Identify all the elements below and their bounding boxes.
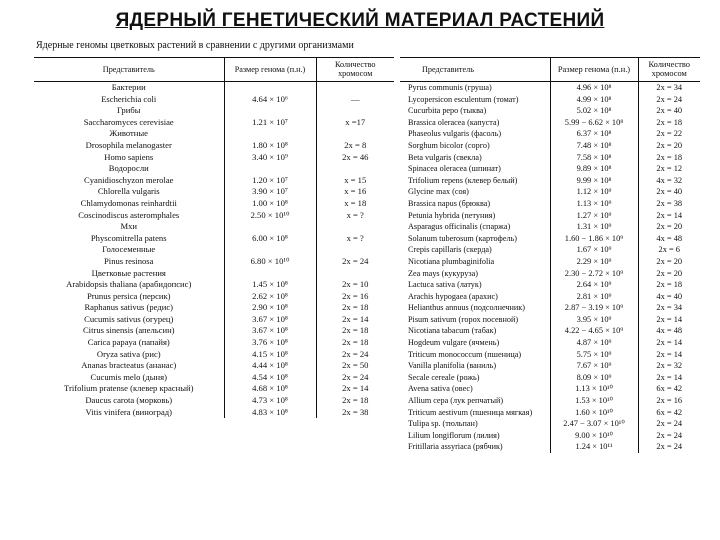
chromosome-count: 4x = 48	[656, 233, 683, 243]
table-row	[400, 291, 700, 303]
group-row	[34, 163, 394, 175]
organism-name: Chlorella vulgaris	[34, 186, 224, 198]
table-row	[400, 244, 700, 256]
chromosome-count: 2x = 14	[342, 313, 369, 324]
chromosome-count: 6x = 42	[656, 384, 683, 394]
table-row	[34, 337, 394, 349]
genome-size: 1.24 × 10¹¹	[550, 441, 638, 453]
genome-size: 4.44 × 10⁸	[224, 360, 316, 372]
table-row	[400, 360, 700, 372]
organism-name: Escherichia coli	[34, 94, 224, 106]
table-row	[400, 395, 700, 407]
chromosome-count: 2x = 14	[656, 372, 683, 382]
chromosome-count: 2x = 14	[656, 349, 683, 359]
genome-size: 4.87 × 10⁹	[550, 337, 638, 349]
group-row	[34, 105, 394, 117]
chromosome-count: 2x = 40	[656, 187, 683, 197]
chromosome-count: 2x = 20	[656, 222, 683, 232]
group-row	[34, 244, 394, 256]
chromosome-count: 2x = 18	[656, 152, 683, 162]
empty-cell	[316, 244, 394, 256]
genome-size: 2.50 × 10¹⁰	[224, 210, 316, 222]
table-row	[400, 105, 700, 117]
table-row	[400, 152, 700, 164]
organism-name: Pyrus communis (груша)	[400, 82, 550, 94]
organism-name: Avena sativa (овес)	[400, 383, 550, 395]
empty-cell	[316, 163, 394, 175]
genome-size: 2.29 × 10⁹	[550, 256, 638, 268]
organism-name: Spinacea oleracea (шпинат)	[400, 163, 550, 175]
table-row	[34, 117, 394, 129]
genome-size: 3.95 × 10⁹	[550, 314, 638, 326]
organism-name: Cucurbita pepo (тыква)	[400, 105, 550, 117]
header-organism: Представитель	[34, 58, 224, 82]
genome-size: 1.12 × 10⁹	[550, 186, 638, 198]
organism-name: Daucus carota (морковь)	[34, 395, 224, 407]
empty-cell	[316, 82, 394, 94]
table-row	[400, 221, 700, 233]
table-row	[34, 302, 394, 314]
empty-cell	[316, 268, 394, 280]
genome-size: 4.99 × 10⁸	[550, 94, 638, 106]
organism-name: Drosophila melanogaster	[34, 140, 224, 152]
table-row	[400, 256, 700, 268]
genome-size: 7.58 × 10⁸	[550, 152, 638, 164]
organism-name: Raphanus sativus (редис)	[34, 302, 224, 314]
chromosome-count: 2x = 18	[656, 117, 683, 127]
organism-name: Petunia hybrida (петуния)	[400, 210, 550, 222]
organism-name: Brassica oleracea (капуста)	[400, 117, 550, 129]
genome-size: 9.00 × 10¹⁰	[550, 430, 638, 442]
chromosome-count: x = 18	[344, 197, 367, 208]
chromosome-count: 2x = 20	[656, 268, 683, 278]
genome-size: 4.68 × 10⁸	[224, 383, 316, 395]
organism-name: Glycine max (соя)	[400, 186, 550, 198]
chromosome-count: 2x = 24	[342, 348, 369, 359]
genome-size: 4.73 × 10⁸	[224, 395, 316, 407]
group-row	[34, 128, 394, 140]
table-row	[400, 186, 700, 198]
chromosome-count: 4x = 40	[656, 291, 683, 301]
organism-name: Asparagus officinalis (спаржа)	[400, 221, 550, 233]
table-row	[400, 82, 700, 94]
organism-name: Cucumis melo (дыня)	[34, 372, 224, 384]
genome-size: 1.21 × 10⁷	[224, 117, 316, 129]
genome-size: 2.90 × 10⁸	[224, 302, 316, 314]
organism-name: Sorghum bicolor (сорго)	[400, 140, 550, 152]
genome-size: 4.64 × 10⁶	[224, 94, 316, 106]
genome-size: 3.40 × 10⁹	[224, 152, 316, 164]
table-row	[34, 325, 394, 337]
header-row	[34, 58, 394, 82]
organism-name: Pisum sativum (горох посевной)	[400, 314, 550, 326]
genome-size: 1.80 × 10⁸	[224, 140, 316, 152]
organism-name: Ananas bracteatus (ананас)	[34, 360, 224, 372]
chromosome-count: 2x = 14	[342, 383, 369, 394]
group-row	[34, 82, 394, 94]
header-genome-size: Размер генома (п.н.)	[550, 58, 638, 82]
chromosome-count: x = ?	[346, 209, 364, 220]
chromosome-count: 2x = 24	[656, 430, 683, 440]
genome-size: 4.83 × 10⁸	[224, 407, 316, 419]
organism-name: Trifolium pratense (клевер красный)	[34, 383, 224, 395]
chromosome-count: 2x = 20	[656, 256, 683, 266]
table-row	[34, 233, 394, 245]
table-row	[400, 349, 700, 361]
chromosome-count: 2x = 14	[656, 210, 683, 220]
chromosome-count: x = ?	[346, 232, 364, 243]
genome-size: 4.22 − 4.65 × 10⁹	[550, 325, 638, 337]
organism-name: Prunus persica (персик)	[34, 291, 224, 303]
organism-name: Fritillaria assyriaca (рябчик)	[400, 441, 550, 453]
group-row	[34, 268, 394, 280]
organism-name: Secale cereale (рожь)	[400, 372, 550, 384]
genome-size: 3.90 × 10⁷	[224, 186, 316, 198]
genome-size: 1.45 × 10⁸	[224, 279, 316, 291]
genome-size: 4.96 × 10⁸	[550, 82, 638, 94]
chromosome-count: 2x = 14	[656, 314, 683, 324]
organism-name: Triticum aestivum (пшеница мягкая)	[400, 407, 550, 419]
organism-name: Lactuca sativa (латук)	[400, 279, 550, 291]
chromosome-count: 2x = 18	[342, 302, 369, 313]
genome-size: 3.67 × 10⁸	[224, 314, 316, 326]
organism-name: Hogdeum vulgare (ячмень)	[400, 337, 550, 349]
genome-size: 1.60 × 10¹⁰	[550, 407, 638, 419]
table-row	[34, 175, 394, 187]
table-row	[400, 279, 700, 291]
genome-size: 8.09 × 10⁹	[550, 372, 638, 384]
organism-name: Lilium longiflorum (лилия)	[400, 430, 550, 442]
chromosome-count: 2x = 24	[656, 94, 683, 104]
table-row	[400, 233, 700, 245]
chromosome-count: 2x = 12	[656, 164, 683, 174]
table-row	[34, 140, 394, 152]
genome-size: 4.54 × 10⁸	[224, 372, 316, 384]
table-row	[400, 140, 700, 152]
empty-cell	[316, 221, 394, 233]
header-chromosomes: Количество хромосом	[638, 58, 700, 82]
empty-cell	[224, 82, 316, 94]
empty-cell	[224, 221, 316, 233]
organism-name: Pinus resinosa	[34, 256, 224, 268]
chromosome-count: 2x = 24	[656, 419, 683, 429]
chromosome-count: 2x = 34	[656, 83, 683, 92]
table-row	[34, 407, 394, 419]
genome-size: 1.67 × 10⁹	[550, 244, 638, 256]
organism-name: Citrus sinensis (апельсин)	[34, 325, 224, 337]
chromosome-count: 4x = 32	[656, 175, 683, 185]
chromosome-count: 2x = 6	[658, 245, 680, 255]
table-row	[400, 407, 700, 419]
group-label: Водоросли	[34, 163, 224, 175]
organism-name: Triticum monococcum (пшеница)	[400, 349, 550, 361]
organism-name: Vanilla planifolia (ваниль)	[400, 360, 550, 372]
table-caption: Ядерные геномы цветковых растений в сравнении с другими организмами	[36, 40, 354, 51]
genome-size: 2.30 − 2.72 × 10⁹	[550, 268, 638, 280]
table-row	[400, 430, 700, 442]
header-chromosomes: Количество хромосом	[316, 58, 394, 82]
empty-cell	[224, 105, 316, 117]
genome-size: 5.75 × 10⁹	[550, 349, 638, 361]
chromosome-count: 2x = 18	[342, 395, 369, 406]
table-row	[400, 325, 700, 337]
organism-name: Zea mays (кукуруза)	[400, 268, 550, 280]
table-row	[34, 395, 394, 407]
table-row	[400, 337, 700, 349]
group-label: Грибы	[34, 105, 224, 117]
group-label: Цветковые растения	[34, 268, 224, 280]
chromosome-count: 2x = 16	[342, 290, 369, 301]
table-row	[400, 94, 700, 106]
chromosome-count: x =17	[345, 116, 366, 127]
chromosome-count: 2x = 22	[656, 129, 683, 139]
chromosome-count: 4x = 48	[656, 326, 683, 336]
genome-size: 7.48 × 10⁸	[550, 140, 638, 152]
genome-size: 1.27 × 10⁹	[550, 210, 638, 222]
genome-size: 2.47 − 3.07 × 10¹⁰	[550, 418, 638, 430]
table-row	[34, 198, 394, 210]
genome-size: 5.99 − 6.62 × 10⁸	[550, 117, 638, 129]
table-row	[34, 383, 394, 395]
chromosome-count: 2x = 50	[342, 360, 369, 371]
slide-title: ЯДЕРНЫЙ ГЕНЕТИЧЕСКИЙ МАТЕРИАЛ РАСТЕНИЙ	[115, 10, 605, 31]
genome-size: 2.87 − 3.19 × 10⁹	[550, 302, 638, 314]
table-row	[400, 210, 700, 222]
table-row	[400, 198, 700, 210]
organism-name: Solanum tuberosum (картофель)	[400, 233, 550, 245]
empty-cell	[224, 128, 316, 140]
empty-cell	[224, 268, 316, 280]
table-row	[34, 279, 394, 291]
chromosome-count: 2x = 18	[656, 280, 683, 290]
organism-name: Oryza sativa (рис)	[34, 349, 224, 361]
header-organism: Представитель	[400, 58, 550, 82]
group-label: Бактерии	[34, 82, 224, 94]
table-row	[400, 314, 700, 326]
chromosome-count: 2x = 24	[656, 442, 683, 452]
chromosome-count: 2x = 32	[656, 361, 683, 371]
genome-size: 6.37 × 10⁸	[550, 128, 638, 140]
organism-name: Nicotiana tabacum (табак)	[400, 325, 550, 337]
organism-name: Brassica napus (брюква)	[400, 198, 550, 210]
organism-name: Coscinodiscus asteromphales	[34, 210, 224, 222]
header-genome-size: Размер генома (п.н.)	[224, 58, 316, 82]
table-row	[34, 349, 394, 361]
table-row	[400, 128, 700, 140]
genome-size: 2.64 × 10⁹	[550, 279, 638, 291]
empty-cell	[316, 105, 394, 117]
genome-size: 1.00 × 10⁸	[224, 198, 316, 210]
genome-size: 1.13 × 10¹⁰	[550, 383, 638, 395]
genome-size: 1.31 × 10⁹	[550, 221, 638, 233]
table-row	[400, 418, 700, 430]
table-row	[400, 302, 700, 314]
chromosome-count: 2x = 38	[656, 198, 683, 208]
empty-cell	[224, 244, 316, 256]
chromosome-count: 2x = 24	[342, 255, 369, 266]
table-row	[34, 186, 394, 198]
organism-name: Saccharomyces cerevisiae	[34, 117, 224, 129]
genome-size: 7.67 × 10⁹	[550, 360, 638, 372]
genome-size: 1.53 × 10¹⁰	[550, 395, 638, 407]
header-row	[400, 58, 700, 82]
organism-name: Homo sapiens	[34, 152, 224, 164]
chromosome-count: 6x = 42	[656, 407, 683, 417]
chromosome-count: 2x = 46	[342, 151, 369, 162]
table-row	[34, 152, 394, 164]
chromosome-count: 2x = 18	[342, 325, 369, 336]
group-row	[34, 221, 394, 233]
table-row	[400, 441, 700, 453]
chromosome-count: 2x = 8	[344, 139, 367, 150]
organism-name: Carica papaya (папайя)	[34, 337, 224, 349]
genome-size: 1.13 × 10⁹	[550, 198, 638, 210]
organism-name: Tulipa sp. (тюльпан)	[400, 418, 550, 430]
table-row	[34, 360, 394, 372]
genome-size: 6.80 × 10¹⁰	[224, 256, 316, 268]
table-row	[400, 175, 700, 187]
organism-name: Nicotiana plumbaginifolia	[400, 256, 550, 268]
genome-size: 2.81 × 10⁹	[550, 291, 638, 303]
genome-table-left	[34, 57, 394, 418]
genome-table-right	[400, 57, 700, 453]
organism-name: Phaseolus vulgaris (фасоль)	[400, 128, 550, 140]
chromosome-count: 2x = 40	[656, 106, 683, 116]
organism-name: Chlamydomonas reinhardtii	[34, 198, 224, 210]
organism-name: Beta vulgaris (свекла)	[400, 152, 550, 164]
genome-size: 4.15 × 10⁸	[224, 349, 316, 361]
chromosome-count: 2x = 14	[656, 338, 683, 348]
genome-size: 9.99 × 10⁸	[550, 175, 638, 187]
chromosome-count: 2x = 10	[342, 279, 369, 290]
genome-size: 3.76 × 10⁸	[224, 337, 316, 349]
table-row	[34, 291, 394, 303]
chromosome-count: 2x = 20	[656, 140, 683, 150]
genome-size: 5.02 × 10⁸	[550, 105, 638, 117]
chromosome-count: 2x = 18	[342, 337, 369, 348]
chromosome-count: x = 15	[344, 174, 367, 185]
organism-name: Cyanidioschyzon merolae	[34, 175, 224, 187]
organism-name: Lycopersicon esculentum (томат)	[400, 94, 550, 106]
organism-name: Trifolium repens (клевер белый)	[400, 175, 550, 187]
chromosome-count: 2x = 34	[656, 303, 683, 313]
chromosome-count: —	[350, 93, 360, 104]
chromosome-count: 2x = 38	[342, 406, 369, 417]
table-row	[400, 163, 700, 175]
table-row	[400, 372, 700, 384]
table-row	[400, 268, 700, 280]
genome-size: 9.89 × 10⁸	[550, 163, 638, 175]
table-row	[34, 256, 394, 268]
organism-name: Physcomitrella patens	[34, 233, 224, 245]
chromosome-count: 2x = 16	[656, 396, 683, 406]
organism-name: Cucumis sativus (огурец)	[34, 314, 224, 326]
table-row	[34, 314, 394, 326]
organism-name: Helianthus annuus (подсолнечник)	[400, 302, 550, 314]
table-row	[34, 94, 394, 106]
organism-name: Crepis capillaris (скерда)	[400, 244, 550, 256]
table-row	[400, 383, 700, 395]
chromosome-count: 2x = 24	[342, 371, 369, 382]
organism-name: Arabidopsis thaliana (арабидопсис)	[34, 279, 224, 291]
chromosome-count: x = 16	[344, 186, 367, 197]
genome-size: 6.00 × 10⁸	[224, 233, 316, 245]
organism-name: Vitis vinifera (виноград)	[34, 407, 224, 419]
organism-name: Allium cepa (лук репчатый)	[400, 395, 550, 407]
table-row	[34, 210, 394, 222]
genome-size: 2.62 × 10⁸	[224, 291, 316, 303]
empty-cell	[316, 128, 394, 140]
group-label: Голосеменные	[34, 244, 224, 256]
genome-size: 3.67 × 10⁸	[224, 325, 316, 337]
genome-size: 1.20 × 10⁷	[224, 175, 316, 187]
table-row	[34, 372, 394, 384]
empty-cell	[224, 163, 316, 175]
group-label: Животные	[34, 128, 224, 140]
group-label: Мхи	[34, 221, 224, 233]
table-row	[400, 117, 700, 129]
organism-name: Arachis hypogaea (арахис)	[400, 291, 550, 303]
genome-size: 1.60 − 1.86 × 10⁹	[550, 233, 638, 245]
